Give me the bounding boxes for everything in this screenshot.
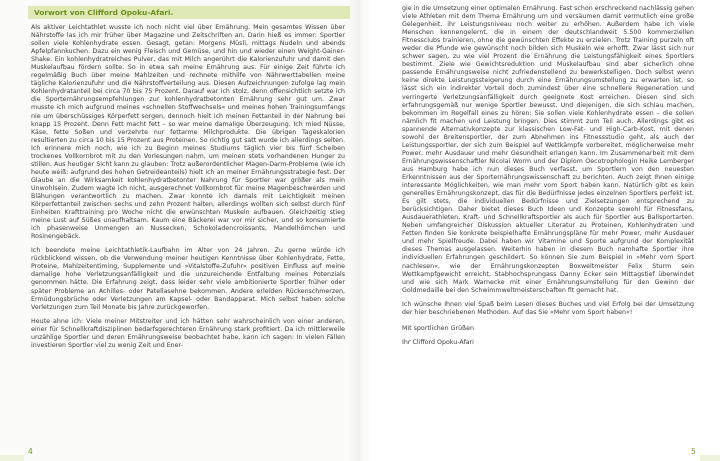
right-text-column — [402, 5, 694, 353]
page-number-left: 4 — [28, 447, 33, 456]
gutter-shadow — [348, 0, 372, 461]
left-paragraph-3: Heute ahne ich: Viele meiner Mitstreiter und ich hätten sehr wahrscheinlich von einer anderen, einer für Schnellkraftdisziplinen bedarfsgerechteren Ernährung stark profitiert. Da ich mittlerweile unzählige Sportler und deren Ernährungsweise beobachtet habe, kann ich sagen: In vielen Fällen investieren Sportler viel zu wenig Zeit und Ener- — [31, 317, 345, 349]
left-text-column — [31, 24, 345, 356]
foreword-heading: Vorwort von Clifford Opoku-Afari. — [34, 8, 174, 17]
bottom-accent-left — [0, 455, 24, 461]
closing-line: Mit sportlichen Grüßen — [402, 324, 474, 332]
page-number-right: 5 — [691, 447, 696, 456]
right-paragraph-2: Ich wünsche Ihnen viel Spaß beim Lesen dieses Buches und viel Erfolg bei der Umsetzung der hier beschriebenen Methoden. Auf das Sie »Mehr vom Sport haben«! — [402, 300, 694, 316]
left-paragraph-1: Als aktiver Leichtathlet wusste ich noch nicht viel über Ernährung. Mein gesamtes Wissen über Nährstoffe las ich mir früher über Magazine und Zeitschriften an. Darin hieß es immer: Sportler sollen viele Kohlenhydrate essen. Gesagt, getan: Morgens Müsli, mittags Nudeln und abends Apfelpfannkuchen. Dazu ein wenig Fleisch und Gemüse, und hin und wieder einen Weight-Gainer-Shake. Ein kohlenhydratreiches Pulver, das mit Milch angerührt die Kalorienzufuhr und damit den Muskelaufbau fördern sollte. So in etwa sah meine Ernährung aus. Für einige Zeit führte ich regelmäßig Buch über meine Mahlzeiten und rechnete mithilfe von Nährwerttabellen meine tägliche Kalorienzufuhr und die Nährstoffverteilung aus. Diesen Aufzeichnungen zufolge lag mein Kohlenhydratanteil bei circa 70 bis 75 Prozent. Darauf war ich stolz, denn offensichtlich setzte ich die Sporternährungsempfehlungen zur kohlenhydratbetonten Ernährung sehr gut um. Zwar musste ich mich aufgrund meines »schnellen Stoffwechsels« und meines hohen Trainingsumfangs nie um überschüssiges Körperfett sorgen, dennoch hielt ich meinen Fettanteil in der Nahrung bei knapp 15 Prozent. Denn Fett macht fett – so war meine damalige Überzeugung. Ich mied Nüsse, Käse, fette Soßen und verzehrte nur fettarme Milchprodukte. Die übrigen Tageskalorien resultierten zu circa 10 bis 15 Prozent aus Proteinen. So richtig gut satt wurde ich allerdings selten. Ich erinnere mich noch, wie ich zu Beginn meines Studiums täglich vier bis fünf Scheiben trockenes Vollkornbrot mit zu den Vorlesungen nahm, um meinen stets vorhandenen Hunger zu stillen. Aus heutiger Sicht kann zu glauben: Trotz außerordentlicher Magen-Darm-Probleme (wie ich heute weiß: aufgrund des hohen Getreideanteils) hielt ich an meiner Ernährungsstrategie fest. Der Glaube an die Wirksamkeit kohlenhydratbetonter Nahrung für Sportler war größer als mein Unwohlsein. Zudem wagte ich nicht, ausgerechnet Vollkornbrot für meine Magenbeschwerden und Blähungen verantwortlich zu machen. Zwar konnte ich damals mit Leichtigkeit meinen Körperfettanteil zwischen sechs und zehn Prozent halten, allerdings wollten sich selbst durch fünf Einheiten Krafttraining pro Woche nicht die erwünschten Muskeln aufbauen. Gleichzeitig stieg meine Lust auf Süßes unaufhaltsam. Kaum eine Bäckerei war vor mir sicher, und so konsumierte ich phasenweise Unmengen an Nussecken, Schokoladencroissants, Mandelhörnchen und Rosinengebäck. — [31, 24, 345, 241]
signature-line: Ihr Clifford Opoku-Afari — [402, 338, 474, 346]
signoff — [402, 325, 694, 347]
left-paragraph-2: Ich beendete meine Leichtathletik-Laufbahn im Alter von 24 Jahren. Zu gerne würde ich rückblickend wissen, ob die Verwendung meiner heutigen Kenntnisse über Kohlenhydrate, Fette, Proteine, Mahlzeitentiming, Supplemente und »Vitalstoffe-Zufuhr« positiven Einfluss auf meine damalige hohe Verletzungsanfälligkeit und die unzureichende Entfaltung meines Potenzials genommen hätte. Die Erfahrung zeigt, dass leider sehr viele ambitionierte Sportler früher oder später Probleme an Achilles- oder Patellasehne bekommen. Andere erleiden Rückenschmerzen, Ermüdungsbrüche oder Verletzungen am Kapsel- oder Bandapparat. Mich selbst haben solche Verletzungen zum Teil Monate bis Jahre zurückgeworfen. — [31, 247, 345, 311]
bottom-accent-right — [700, 455, 720, 461]
right-paragraph-1: gie in die Umsetzung einer optimalen Ernährung. Fast schon erschreckend nachlässig gehen viele Athleten mit dem Thema Ernährung um und versäumen damit vermutlich eine große Gelegenheit, ihr Leistungsniveau noch weiter zu erhöhen. Außerdem habe ich viele Menschen kennengelernt, die in einem der deutschlandweit 5.500 kommerziellen Fitnessclubs trainieren, ohne die gewünschten Effekte zu erzielen. Trotz Training purzeln oft weder die Pfunde wie gewünscht noch bilden sich Muskeln wie erhofft. Zwar lässt sich nur schwer sagen, zu wie viel Prozent die Ernährung die Leistungsfähigkeit eines Sportlers bestimmt. Ziele wie Gewichtsreduktion und Muskelaufbau sind aber sicherlich ohne passende Ernährungsweise nicht zufriedenstellend zu bewerkstelligen. Doch selbst wenn keine direkte Leistungssteigerung durch eine Ernährungsumstellung zu erwarten ist, so lässt sich ein indirekter Vorteil doch zumindest über eine schnellere Regeneration und verringerte Verletzungsanfälligkeit durch geeignete Kost erreichen. Diesen sind sich erfahrungsgemäß nur wenige Sportler bewusst. Und diejenigen, die sich schlau machen, bekommen im Regelfall eines zu hören: Sie sollen viele Kohlenhydrate essen – die sollen nämlich fit machen und Leistung bringen. Dies stimmt zum Teil auch. Allerdings gibt es spannende Alternativkonzepte zur klassischen Low-Fat- und High-Carb-Kost, mit denen sowohl der Breitensportler, der zum Abnehmen ins Fitnessstudio geht, als auch der Leistungssportler, der sich zum Beispiel auf Wettkämpfe vorbereitet, möglicherweise mehr Power, mehr Ausdauer und mehr Gesundheit erlangen kann. Im Zusammenarbeit mit dem Ernährungswissenschaftler Nicolai Worm und der Diplom Oecotrophologin Heike Lemberger aus Hamburg habe ich nun dieses Buch verfasst, um Sportlern von den neuesten Erkenntnissen aus der Sporternährungswissenschaft zu berichten. Auch zeigt Ihnen einige interessante Möglichkeiten, wie man mehr vom Sport haben kann. Natürlich gibt es kein generelles Ernährungskonzept, das für die Bedürfnisse jedes einzelnen Sportlers perfekt ist. Es gilt stets, die individuellen Bedürfnisse und Zielsetzungen entsprechend zu berücksichtigen. Daher bietet dieses Buch Ideen und Konzepte sowohl für Fitnessfans, Ausdauerathleten, Kraft- und Schnellkraftsportler als auch für Sportler aus Ballsportarten. Neben umfangreicher Diskussion aktueller Literatur zu Proteinen, Kohlenhydraten und Fetten finden Sie konkrete beispielhafte Ernährungspläne für mehr Power, mehr Ausdauer und mehr Spielfreude. Dabei haben wir Vitamine und Sporte aufgrund der Komplexität dieses Themas ausgelassen. Weiterhin haben in diesem Buch namhafte Sportler ihre individuellen Erfahrungen geschildert. So können Sie zum Beispiel in »Mehr vom Sport nachlesen«, wie der Ernährungskonzepten Boxweltmeister Felix Sturm sein Wettkampfgewicht erreicht, Stabhochsprungass Danny Ecker sein Mittagstief überwindet und wie sich Mark Warnecke mit einer Ernährungsumstellung für den Gewinn der Goldmedaille bei den Schwimmweltmeisterschaften fit gemacht hat. — [402, 5, 694, 294]
